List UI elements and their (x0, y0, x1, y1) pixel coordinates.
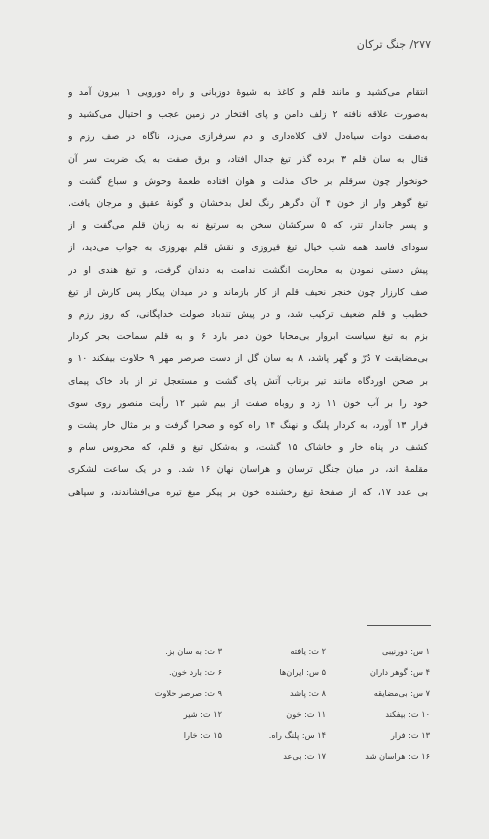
body-line: خطیب و قلم ضعیف ترکیب شد، و در پیش تندباد صولت خداپگانی، که روز رزم و (68, 309, 428, 321)
footnote-item: ۱۴ س: پلنگ راه. (268, 729, 326, 740)
running-header: ۲۷۷/ جنگ ترکان (356, 38, 431, 51)
body-line: خود را بر آب خون ۱۱ زد و روباه صفت از بیم شیر ۱۲ رأیت منصور روی سوی (68, 397, 428, 409)
footnote-item: ۷ س: بی‌مضایقه (373, 687, 430, 698)
footnote-item: ۴ س: گوهر داران (369, 666, 430, 677)
body-line: تیغ گوهر وار از خون ۴ آن دگرهر رنگ لعل بدخشان و گونهٔ عقیق و مرجان یافت. (68, 198, 428, 210)
footnote-row (118, 682, 430, 703)
footnote-item: ۹ ت: صرصر حلاوت (154, 687, 222, 698)
body-line: بزم به تیغ سیاست ابروار بی‌محابا خون دمر بارد ۶ و به قلم سماحت بحر کردار (68, 331, 428, 343)
footnote-item: ۱۵ ت: خارا (183, 729, 222, 740)
footnote-row (118, 703, 430, 724)
footnote-item: ۱۶ ت: هراسان شد (365, 750, 430, 761)
body-line: فرار ۱۳ آورد، به کردار پلنگ و نهنگ ۱۴ راه کوه و صحرا گرفت و بر مثال خار پشت و (68, 420, 428, 432)
footnote-item: ۱ س: دورنیبی (382, 645, 430, 656)
footnote-row (118, 640, 430, 661)
body-line: بی عدد ۱۷، که از صفحهٔ تیغ رخشنده خون بر پیکر مبغ تیره می‌افشاندند، و سپاهی (68, 486, 428, 498)
footnote-item: ۸ ت: پاشد (289, 687, 326, 698)
body-line: مقلمهٔ اند، در میان جنگل ترسان و هراسان نهان ۱۶ شد. و در یک ساعت لشکری (68, 464, 428, 476)
body-line: خونخوار چون سرقلم بر خاک مذلت و هوان افتاده طعمهٔ وحوش و سباع گشت و (68, 175, 428, 187)
body-text (68, 82, 428, 504)
footnotes (118, 640, 430, 766)
body-line: صف کارزار چون خنجر نحیف قلم از کار بازماند و در میدان پیکار پس کارش از تیغ (68, 286, 428, 298)
footnote-divider (367, 625, 431, 626)
footnote-row (118, 724, 430, 745)
footnote-item: ۱۳ ت: فرار (390, 729, 430, 740)
footnote-item: ۲ ت: یافته (290, 645, 326, 656)
body-line: سودای فاسد همه شب خیال تیغ فیروزی و نقش قلم بهروزی به جواب می‌دید، از (68, 242, 428, 254)
body-line: قتال به سان قلم ۳ برده گذر تیغ جدال افتاد، و برق صفت به یک ضربت سر آن (68, 153, 428, 165)
body-line: بی‌مضایقت ۷ دُرّ و گهر پاشد، ۸ به سان گل از دست صرصر مهر ۹ حلاوت بیفکند ۱۰ و (68, 353, 428, 365)
footnote-row (118, 661, 430, 682)
body-line: انتقام می‌کشید و مانند قلم و کاغذ به شیوهٔ دوزبانی و راه دورویی ۱ بیرون آمد و (68, 87, 428, 98)
body-line: به‌صفت دوات سیاه‌دل لاف کلاه‌داری و دم سرفرازی می‌زد، ناگاه در صف رزم و (68, 131, 428, 143)
body-line: پیش دستی نمودن به محاربت انگشت ندامت به دندان گرفت، و تیغ هندی او در (68, 264, 428, 276)
body-line: و پسر جاندار تتر، که ۵ سرکشان سخن به سرتیغ نه به زبان قلم می‌گفت و از (68, 220, 428, 232)
footnote-item: ۱۲ ت: شیر (183, 708, 222, 719)
footnote-item: ۱۷ ت: بی‌عد (283, 750, 326, 761)
body-line: کشف در پناه خار و خاشاک ۱۵ گشت، و به‌شکل تیغ و قلم، که محروس سام و (68, 442, 428, 454)
footnote-item: ۳ ت: به سان بز. (165, 645, 222, 656)
footnote-item: ۱۰ ت: بیفکند (385, 708, 430, 719)
footnote-row (118, 745, 430, 766)
footnote-item: ۱۱ ت: خون (286, 708, 326, 719)
body-line: به‌صورت علاقه نافته ۲ زلف دامن و پای افتخار در زمین عجب و احتیال می‌کشید و (68, 109, 428, 121)
body-line: بر صحن اوردگاه مانند تیر برتاب آتش پای گشت و مستعجل تر از باد خاک پیمای (68, 375, 428, 387)
footnote-item: ۵ س: ایران‌ها (279, 666, 326, 677)
footnote-item: ۶ ت: بارد خون. (169, 666, 222, 677)
